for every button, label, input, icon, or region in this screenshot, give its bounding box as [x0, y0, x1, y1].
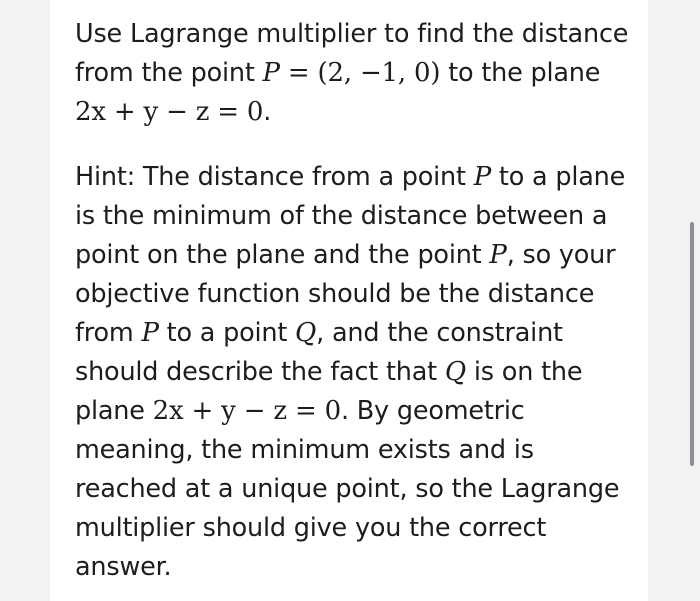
- hint-text: , and the constraint should describe the fact that: [75, 318, 563, 387]
- point-p: P: [262, 58, 280, 88]
- problem-statement: [75, 15, 635, 132]
- point-q: Q: [444, 357, 467, 387]
- hint-text: . By geometric meaning, the minimum exists and is reached at a unique point, so the Lagrange multiplier should give you the correct answer.: [75, 396, 620, 582]
- plane-equation: 2x + y − z = 0: [75, 97, 264, 127]
- point-p-coordinates: = (2, −1, 0): [279, 58, 441, 88]
- hint-text: is on the plane: [75, 357, 583, 426]
- hint-text: to a point: [158, 318, 296, 348]
- statement-text: .: [263, 97, 272, 127]
- point-p: P: [141, 318, 159, 348]
- hint-paragraph: [75, 158, 635, 587]
- statement-text: to the plane: [440, 58, 601, 88]
- hint-text: , so your objective function should be the distance from: [75, 240, 616, 348]
- point-q: Q: [295, 318, 317, 348]
- point-p: P: [473, 162, 492, 192]
- hint-text: Hint: The distance from a point: [75, 162, 474, 192]
- plane-equation: 2x + y − z = 0: [152, 396, 341, 426]
- problem-card: [50, 0, 648, 601]
- statement-text: Use Lagrange multiplier to find the distance from the point: [75, 19, 629, 88]
- scrollbar-thumb[interactable]: [690, 222, 694, 466]
- point-p: P: [489, 240, 507, 270]
- hint-text: to a plane is the minimum of the distance between a point on the plane and the point: [75, 162, 626, 270]
